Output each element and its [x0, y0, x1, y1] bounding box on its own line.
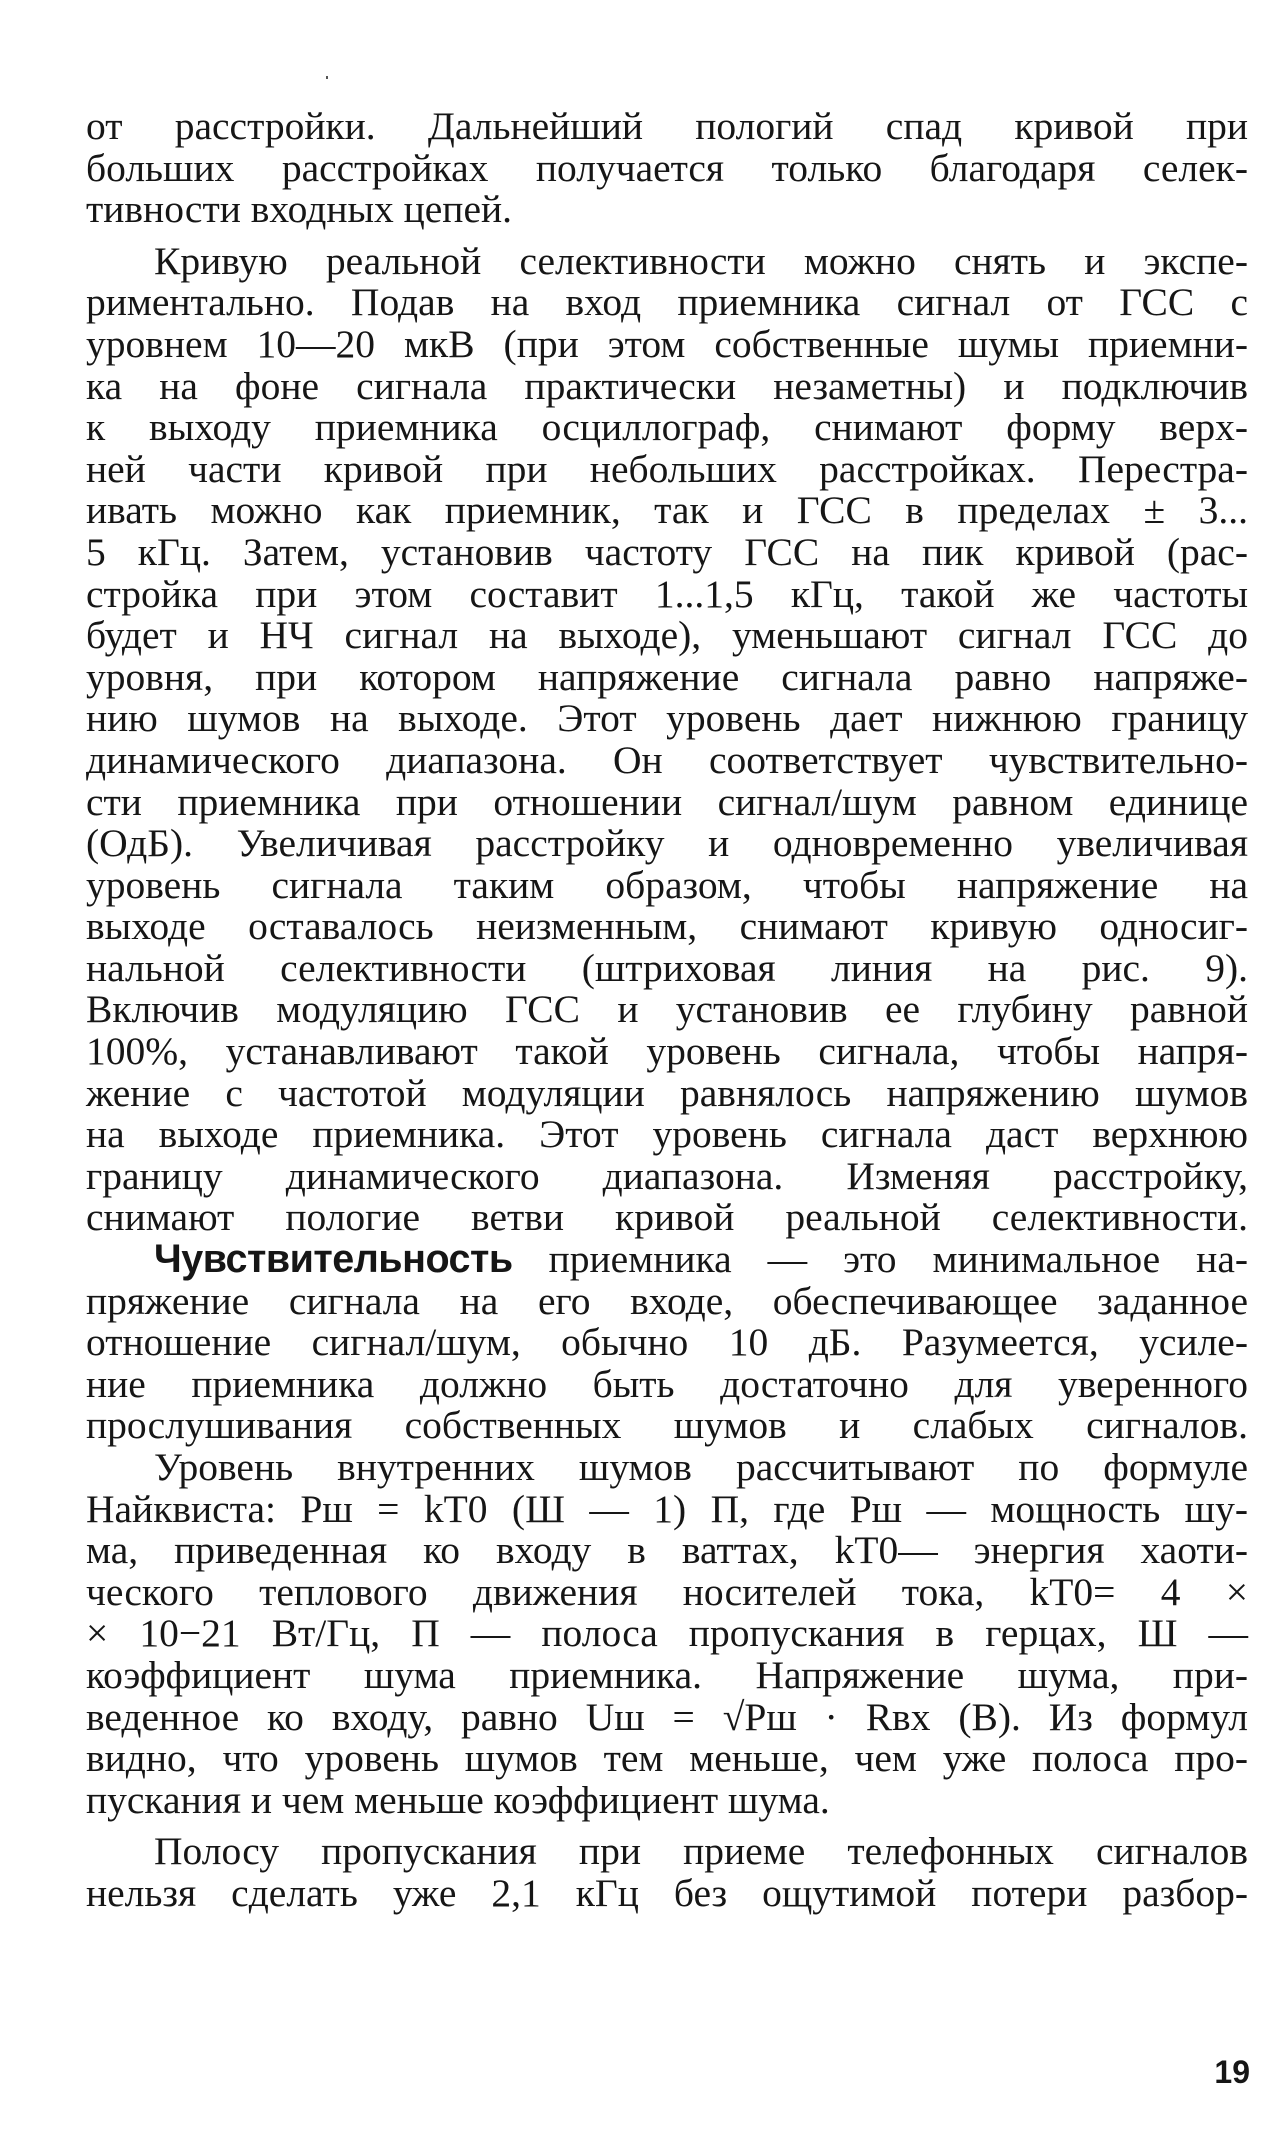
- text-line: снимают пологие ветви кривой реальной селективности.: [86, 1195, 1248, 1240]
- text-line: уровня, при котором напряжение сигнала равно напряже-: [86, 654, 1248, 699]
- body-text: [86, 106, 1248, 1915]
- text-line: (ОдБ). Увеличивая расстройку и одновременно увеличивая: [86, 821, 1248, 866]
- text-line: выходе оставалось неизменным, снимают кривую односиг-: [86, 904, 1248, 949]
- speck-mark: [326, 76, 328, 79]
- text-line: ка на фоне сигнала практически незаметны) и подключив: [86, 363, 1248, 408]
- paragraph-2: [86, 238, 1248, 1240]
- text-line: больших расстройках получается только благодаря селек-: [86, 145, 1248, 190]
- text-line: уровень сигнала таким образом, чтобы напряжение на: [86, 862, 1248, 907]
- paragraph-3: [86, 1239, 1248, 1447]
- text-line: коэффициент шума приемника. Напряжение шума, при-: [86, 1652, 1248, 1697]
- text-line: 100%, устанавливают такой уровень сигнала, чтобы напря-: [86, 1029, 1248, 1074]
- text-line: Найквиста: Pш = kT0 (Ш — 1) П, где Pш — мощность шу-: [86, 1486, 1248, 1531]
- text-line-rest: приемника — это минимальное на-: [548, 1237, 1249, 1282]
- text-line: ма, приведенная ко входу в ваттах, kT0— энергия хаоти-: [86, 1528, 1248, 1573]
- text-line: стройка при этом составит 1...1,5 кГц, такой же частоты: [86, 571, 1248, 616]
- text-line: веденное ко входу, равно Uш = √Pш · Rвх (В). Из формул: [86, 1694, 1248, 1739]
- text-line: [86, 1239, 1248, 1281]
- paragraph-5: [86, 1831, 1248, 1914]
- term-sensitivity: Чувствительность: [154, 1237, 513, 1282]
- text-line: риментально. Подав на вход приемника сигнал от ГСС с: [86, 280, 1248, 325]
- text-line: нальной селективности (штриховая линия на рис. 9).: [86, 945, 1248, 990]
- paragraph-4: [86, 1447, 1248, 1821]
- text-line: к выходу приемника осциллограф, снимают форму верх-: [86, 405, 1248, 450]
- text-line: отношение сигнал/шум, обычно 10 дБ. Разумеется, усиле-: [86, 1320, 1248, 1365]
- text-line: Полосу пропускания при приеме телефонных сигналов: [154, 1829, 1248, 1874]
- text-line: от расстройки. Дальнейший пологий спад кривой при: [86, 104, 1248, 148]
- text-line: сти приемника при отношении сигнал/шум равном единице: [86, 779, 1248, 824]
- text-line: тивности входных цепей.: [86, 187, 512, 232]
- text-line: видно, что уровень шумов тем меньше, чем уже полоса про-: [86, 1736, 1248, 1781]
- text-line: нию шумов на выходе. Этот уровень дает нижнюю границу: [86, 696, 1248, 741]
- text-line: ней части кривой при небольших расстройках. Перестра-: [86, 446, 1248, 491]
- text-line: пряжение сигнала на его входе, обеспечивающее заданное: [86, 1278, 1248, 1323]
- text-line: ние приемника должно быть достаточно для уверенного: [86, 1361, 1248, 1406]
- text-line: пускания и чем меньше коэффициент шума.: [86, 1777, 830, 1822]
- text-line: границу динамического диапазона. Изменяя расстройку,: [86, 1153, 1248, 1198]
- text-line: Уровень внутренних шумов рассчитывают по формуле: [154, 1445, 1248, 1489]
- text-line: Включив модуляцию ГСС и установив ее глубину равной: [86, 987, 1248, 1032]
- text-line: ческого теплового движения носителей тока, kT0= 4 ×: [86, 1569, 1248, 1614]
- text-line: нельзя сделать уже 2,1 кГц без ощутимой потери разбор-: [86, 1870, 1248, 1915]
- text-line: будет и НЧ сигнал на выходе), уменьшают сигнал ГСС до: [86, 613, 1248, 658]
- text-line: уровнем 10—20 мкВ (при этом собственные шумы приемни-: [86, 321, 1248, 366]
- text-line: прослушивания собственных шумов и слабых сигналов.: [86, 1403, 1248, 1448]
- text-line: на выходе приемника. Этот уровень сигнала даст верхнюю: [86, 1112, 1248, 1157]
- paragraph-1: [86, 106, 1248, 231]
- text-line: × 10−21 Вт/Гц, П — полоса пропускания в герцах, Ш —: [86, 1611, 1248, 1656]
- page-number: 19: [1214, 2054, 1250, 2090]
- text-line: ивать можно как приемник, так и ГСС в пределах ± 3...: [86, 488, 1248, 533]
- text-line: 5 кГц. Затем, установив частоту ГСС на пик кривой (рас-: [86, 529, 1248, 574]
- text-line: Кривую реальной селективности можно снять и экспе-: [154, 238, 1248, 283]
- text-line: динамического диапазона. Он соответствует чувствительно-: [86, 737, 1248, 782]
- text-line: жение с частотой модуляции равнялось напряжению шумов: [86, 1070, 1248, 1115]
